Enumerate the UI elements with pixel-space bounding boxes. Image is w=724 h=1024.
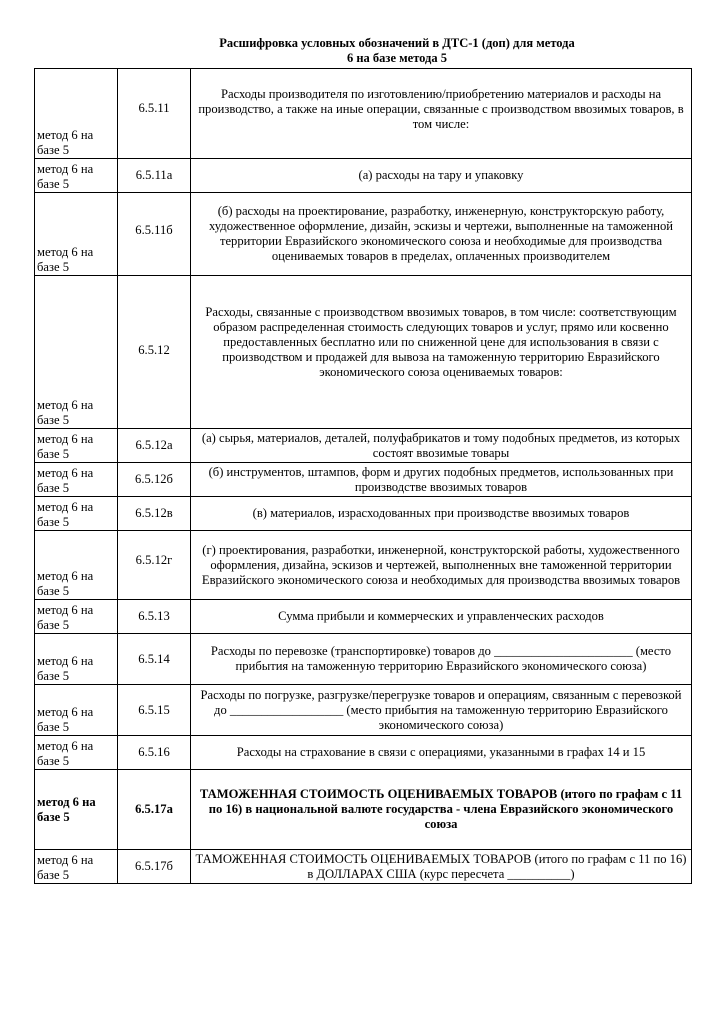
code-cell: 6.5.11а: [118, 159, 191, 193]
table-row: [35, 600, 692, 634]
code-cell: 6.5.11: [118, 69, 191, 159]
method-cell: метод 6 на базе 5: [35, 634, 118, 685]
description-cell: (г) проектирования, разработки, инженерной, конструкторской работы, художественного оформления, дизайна, эскизов и чертежей, выполненных вне таможенной территории Евразийского экономического союза и необходимых для производства ввозимых товаров: [191, 531, 692, 600]
document-title: [0, 36, 724, 66]
table-row: [35, 685, 692, 736]
code-cell: 6.5.12в: [118, 497, 191, 531]
table-row: [35, 736, 692, 770]
description-cell: ТАМОЖЕННАЯ СТОИМОСТЬ ОЦЕНИВАЕМЫХ ТОВАРОВ (итого по графам с 11 по 16) в национальной валюте государства - члена Евразийского экономического союза: [191, 770, 692, 850]
codes-table: [34, 68, 692, 884]
method-cell: метод 6 на базе 5: [35, 497, 118, 531]
title-line-2: 6 на базе метода 5: [346, 51, 448, 65]
method-cell: метод 6 на базе 5: [35, 276, 118, 429]
code-cell: 6.5.17а: [118, 770, 191, 850]
method-cell: метод 6 на базе 5: [35, 770, 118, 850]
description-cell: (а) расходы на тару и упаковку: [191, 159, 692, 193]
description-cell: Расходы производителя по изготовлению/приобретению материалов и расходы на производство, а также на иные операции, связанные с производством ввозимых товаров, в том числе:: [191, 69, 692, 159]
table-row: [35, 276, 692, 429]
title-line-1: Расшифровка условных обозначений в ДТС-1 (доп) для метода: [219, 36, 575, 50]
code-cell: 6.5.14: [118, 634, 191, 685]
table-row: [35, 159, 692, 193]
method-cell: метод 6 на базе 5: [35, 531, 118, 600]
table-row: [35, 463, 692, 497]
table-row: [35, 850, 692, 884]
table-row: [35, 193, 692, 276]
method-cell: метод 6 на базе 5: [35, 736, 118, 770]
description-cell: (в) материалов, израсходованных при производстве ввозимых товаров: [191, 497, 692, 531]
code-cell: 6.5.12б: [118, 463, 191, 497]
table-row: [35, 531, 692, 600]
description-cell: Расходы по перевозке (транспортировке) товаров до ______________________ (место прибытия на таможенную территорию Евразийского экономического союза): [191, 634, 692, 685]
description-cell: Расходы, связанные с производством ввозимых товаров, в том числе: соответствующим образом распределенная стоимость следующих товаров и услуг, прямо или косвенно предоставленных бесплатно или по сниженной цене для использования в связи с производством и продажей для вывоза на таможенную территорию Евразийского экономического союза оцениваемых товаров:: [191, 276, 692, 429]
description-cell: Расходы по погрузке, разгрузке/перегрузке товаров и операциям, связанным с перевозкой до __________________ (место прибытия на таможенную территорию Евразийского экономического союза): [191, 685, 692, 736]
code-cell: 6.5.11б: [118, 193, 191, 276]
code-cell: 6.5.12г: [118, 531, 191, 600]
code-cell: 6.5.17б: [118, 850, 191, 884]
table-row: [35, 497, 692, 531]
code-cell: 6.5.16: [118, 736, 191, 770]
code-cell: 6.5.12: [118, 276, 191, 429]
code-cell: 6.5.15: [118, 685, 191, 736]
method-cell: метод 6 на базе 5: [35, 193, 118, 276]
description-cell: Расходы на страхование в связи с операциями, указанными в графах 14 и 15: [191, 736, 692, 770]
description-cell: ТАМОЖЕННАЯ СТОИМОСТЬ ОЦЕНИВАЕМЫХ ТОВАРОВ (итого по графам с 11 по 16) в ДОЛЛАРАХ США (курс пересчета __________): [191, 850, 692, 884]
code-cell: 6.5.12а: [118, 429, 191, 463]
description-cell: (б) инструментов, штампов, форм и других подобных предметов, использованных при производстве ввозимых товаров: [191, 463, 692, 497]
table-row: [35, 770, 692, 850]
method-cell: метод 6 на базе 5: [35, 429, 118, 463]
method-cell: метод 6 на базе 5: [35, 159, 118, 193]
table-row: [35, 634, 692, 685]
method-cell: метод 6 на базе 5: [35, 600, 118, 634]
method-cell: метод 6 на базе 5: [35, 463, 118, 497]
method-cell: метод 6 на базе 5: [35, 69, 118, 159]
description-cell: (а) сырья, материалов, деталей, полуфабрикатов и тому подобных предметов, из которых состоят ввозимые товары: [191, 429, 692, 463]
table-row: [35, 429, 692, 463]
description-cell: (б) расходы на проектирование, разработку, инженерную, конструкторскую работу, художественное оформление, дизайн, эскизы и чертежи, выполненные на таможенной территории Евразийского экономического союза и необходимые для производства оцениваемых товаров в пределах, оплаченных производителем: [191, 193, 692, 276]
method-cell: метод 6 на базе 5: [35, 685, 118, 736]
table-row: [35, 69, 692, 159]
code-cell: 6.5.13: [118, 600, 191, 634]
description-cell: Сумма прибыли и коммерческих и управленческих расходов: [191, 600, 692, 634]
method-cell: метод 6 на базе 5: [35, 850, 118, 884]
